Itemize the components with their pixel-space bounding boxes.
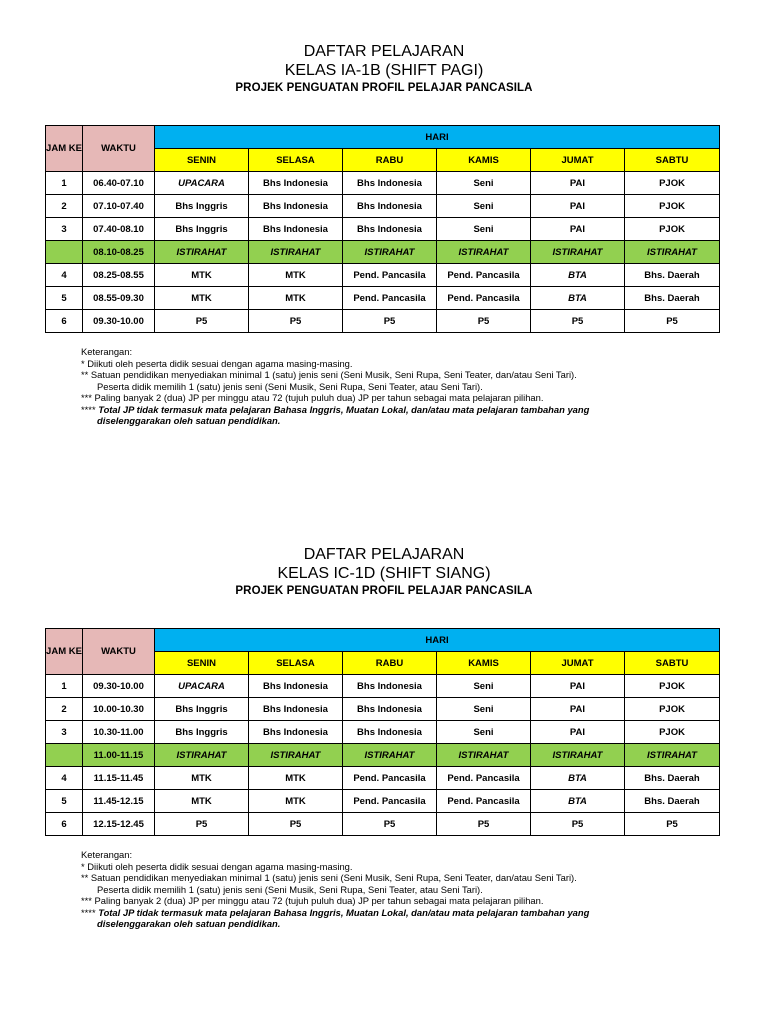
subject-cell: P5 [531,813,625,836]
note-4-prefix: **** [81,906,96,918]
notes-block [81,849,721,930]
waktu-cell: 08.10-08.25 [83,241,155,264]
schedule-table [45,125,720,333]
table-row [46,675,720,698]
subject-cell: Bhs Indonesia [343,675,437,698]
note-4-text: Total JP tidak termasuk mata pelajaran Bahasa Inggris, Muatan Lokal, dan/atau mata pelajaran tambahan yang [98,906,590,918]
subject-cell: PAI [531,698,625,721]
subject-cell: Pend. Pancasila [343,790,437,813]
jam-cell: 4 [46,767,83,790]
header-waktu: WAKTU [83,629,155,675]
note-2: ** Satuan pendidikan menyediakan minimal 1 (satu) jenis seni (Seni Musik, Seni Rupa, Seni Teater, dan/atau Seni Tari). [81,369,577,380]
break-cell: ISTIRAHAT [343,241,437,264]
notes-heading: Keterangan: [81,346,133,357]
notes-heading: Keterangan: [81,849,133,860]
page-title-line1: DAFTAR PELAJARAN [303,546,465,563]
subject-cell: P5 [155,813,249,836]
break-cell: ISTIRAHAT [249,241,343,264]
schedule-section-2 [0,545,768,929]
note-2-continued: Peserta didik memilih 1 (satu) jenis seni (Seni Musik, Seni Rupa, Seni Teater, atau Seni Tari). [97,380,483,392]
header-hari: HARI [155,126,720,149]
subject-cell: Bhs Inggris [155,721,249,744]
break-cell: ISTIRAHAT [155,744,249,767]
subject-cell: Bhs Indonesia [343,218,437,241]
subject-cell: Bhs Inggris [155,698,249,721]
table-row [46,790,720,813]
waktu-cell: 10.00-10.30 [83,698,155,721]
waktu-cell: 06.40-07.10 [83,172,155,195]
schedule-section-1 [0,42,768,426]
table-row [46,310,720,333]
break-row [46,241,720,264]
subject-cell: BTA [531,264,625,287]
note-3: *** Paling banyak 2 (dua) JP per minggu atau 72 (tujuh puluh dua) JP per tahun sebagai mata pelajaran pilihan. [81,392,544,403]
table-row [46,698,720,721]
note-4-continued: diselenggarakan oleh satuan pendidikan. [97,918,281,929]
subject-cell: P5 [155,310,249,333]
subject-cell: P5 [249,813,343,836]
subject-cell: Pend. Pancasila [343,287,437,310]
day-header: SABTU [625,652,720,675]
subject-cell: PJOK [625,195,720,218]
day-header: SABTU [625,149,720,172]
jam-cell: 5 [46,790,83,813]
day-header: SENIN [155,652,249,675]
subject-cell: MTK [249,790,343,813]
subject-cell: BTA [531,767,625,790]
subject-cell: Seni [437,195,531,218]
break-cell: ISTIRAHAT [531,744,625,767]
subject-cell: UPACARA [155,172,249,195]
subject-cell: PJOK [625,698,720,721]
day-header: KAMIS [437,652,531,675]
subject-cell: P5 [625,310,720,333]
subject-cell: P5 [625,813,720,836]
table-row [46,195,720,218]
note-4-continued: diselenggarakan oleh satuan pendidikan. [97,415,281,426]
jam-cell: 2 [46,698,83,721]
note-4 [81,404,721,416]
day-header: RABU [343,149,437,172]
jam-cell: 5 [46,287,83,310]
subject-cell: PAI [531,721,625,744]
notes-block [81,346,721,427]
table-row [46,287,720,310]
jam-cell: 4 [46,264,83,287]
waktu-cell: 11.45-12.15 [83,790,155,813]
schedule-table [45,628,720,836]
waktu-cell: 10.30-11.00 [83,721,155,744]
waktu-cell: 12.15-12.45 [83,813,155,836]
subject-cell: Seni [437,675,531,698]
waktu-cell: 07.40-08.10 [83,218,155,241]
subject-cell: PJOK [625,218,720,241]
break-cell: ISTIRAHAT [437,241,531,264]
note-2-continued: Peserta didik memilih 1 (satu) jenis seni (Seni Musik, Seni Rupa, Seni Teater, atau Seni Tari). [97,883,483,895]
break-cell: ISTIRAHAT [155,241,249,264]
day-header: SELASA [249,652,343,675]
subject-cell: Bhs Indonesia [249,172,343,195]
table-row [46,172,720,195]
subject-cell: PAI [531,195,625,218]
table-row [46,813,720,836]
jam-cell: 6 [46,310,83,333]
note-4-prefix: **** [81,403,96,415]
break-cell: ISTIRAHAT [625,241,720,264]
day-header: JUMAT [531,149,625,172]
subject-cell: P5 [531,310,625,333]
day-header: SENIN [155,149,249,172]
subject-cell: P5 [343,813,437,836]
note-2: ** Satuan pendidikan menyediakan minimal 1 (satu) jenis seni (Seni Musik, Seni Rupa, Seni Teater, dan/atau Seni Tari). [81,872,577,883]
jam-cell: 2 [46,195,83,218]
subject-cell: Bhs Indonesia [343,721,437,744]
subject-cell: Seni [437,698,531,721]
subject-cell: P5 [249,310,343,333]
waktu-cell: 07.10-07.40 [83,195,155,218]
waktu-cell: 11.00-11.15 [83,744,155,767]
subject-cell: P5 [437,813,531,836]
subject-cell: Pend. Pancasila [437,790,531,813]
subject-cell: Seni [437,721,531,744]
break-cell: ISTIRAHAT [625,744,720,767]
header-waktu: WAKTU [83,126,155,172]
waktu-cell: 09.30-10.00 [83,675,155,698]
day-header: RABU [343,652,437,675]
jam-cell: 6 [46,813,83,836]
subject-cell: Bhs Indonesia [249,675,343,698]
jam-cell: 3 [46,218,83,241]
subject-cell: MTK [155,767,249,790]
subject-cell: Seni [437,172,531,195]
table-row [46,218,720,241]
header-jam-ke: JAM KE [46,126,83,172]
table-row [46,721,720,744]
day-header: SELASA [249,149,343,172]
subject-cell: BTA [531,287,625,310]
break-row [46,744,720,767]
note-4 [81,907,721,919]
header-hari: HARI [155,629,720,652]
table-row [46,264,720,287]
page-subtitle: PROJEK PENGUATAN PROFIL PELAJAR PANCASILA [235,82,533,94]
jam-cell: 1 [46,675,83,698]
subject-cell: MTK [249,287,343,310]
subject-cell: Bhs Indonesia [249,721,343,744]
subject-cell: PAI [531,675,625,698]
subject-cell: PJOK [625,172,720,195]
page-title-line1: DAFTAR PELAJARAN [303,43,465,60]
subject-cell: Seni [437,218,531,241]
day-header: KAMIS [437,149,531,172]
note-3: *** Paling banyak 2 (dua) JP per minggu atau 72 (tujuh puluh dua) JP per tahun sebagai mata pelajaran pilihan. [81,895,544,906]
waktu-cell: 08.25-08.55 [83,264,155,287]
subject-cell: P5 [343,310,437,333]
subject-cell: BTA [531,790,625,813]
jam-cell: 1 [46,172,83,195]
subject-cell: MTK [249,767,343,790]
waktu-cell: 08.55-09.30 [83,287,155,310]
subject-cell: MTK [155,264,249,287]
jam-cell [46,744,83,767]
subject-cell: Bhs. Daerah [625,767,720,790]
subject-cell: UPACARA [155,675,249,698]
subject-cell: Bhs Inggris [155,218,249,241]
break-cell: ISTIRAHAT [437,744,531,767]
subject-cell: PJOK [625,675,720,698]
subject-cell: MTK [155,790,249,813]
jam-cell: 3 [46,721,83,744]
page-title-line2: KELAS IC-1D (SHIFT SIANG) [277,565,491,582]
subject-cell: Pend. Pancasila [437,287,531,310]
subject-cell: Bhs Indonesia [343,195,437,218]
page-subtitle: PROJEK PENGUATAN PROFIL PELAJAR PANCASILA [235,585,533,597]
subject-cell: Bhs. Daerah [625,790,720,813]
break-cell: ISTIRAHAT [531,241,625,264]
subject-cell: Bhs Indonesia [343,172,437,195]
subject-cell: P5 [437,310,531,333]
jam-cell [46,241,83,264]
subject-cell: MTK [249,264,343,287]
subject-cell: Bhs. Daerah [625,287,720,310]
note-1: * Diikuti oleh peserta didik sesuai dengan agama masing-masing. [81,860,353,872]
note-4-text: Total JP tidak termasuk mata pelajaran Bahasa Inggris, Muatan Lokal, dan/atau mata pelajaran tambahan yang [98,403,590,415]
break-cell: ISTIRAHAT [249,744,343,767]
subject-cell: Bhs Inggris [155,195,249,218]
subject-cell: Bhs. Daerah [625,264,720,287]
waktu-cell: 11.15-11.45 [83,767,155,790]
subject-cell: Pend. Pancasila [437,767,531,790]
subject-cell: Pend. Pancasila [343,767,437,790]
subject-cell: Bhs Indonesia [343,698,437,721]
subject-cell: Bhs Indonesia [249,218,343,241]
note-1: * Diikuti oleh peserta didik sesuai dengan agama masing-masing. [81,357,353,369]
break-cell: ISTIRAHAT [343,744,437,767]
waktu-cell: 09.30-10.00 [83,310,155,333]
subject-cell: Bhs Indonesia [249,195,343,218]
subject-cell: PAI [531,218,625,241]
subject-cell: PJOK [625,721,720,744]
page-title-line2: KELAS IA-1B (SHIFT PAGI) [284,62,484,79]
header-jam-ke: JAM KE [46,629,83,675]
subject-cell: Bhs Indonesia [249,698,343,721]
subject-cell: PAI [531,172,625,195]
subject-cell: Pend. Pancasila [343,264,437,287]
day-header: JUMAT [531,652,625,675]
subject-cell: Pend. Pancasila [437,264,531,287]
table-row [46,767,720,790]
subject-cell: MTK [155,287,249,310]
